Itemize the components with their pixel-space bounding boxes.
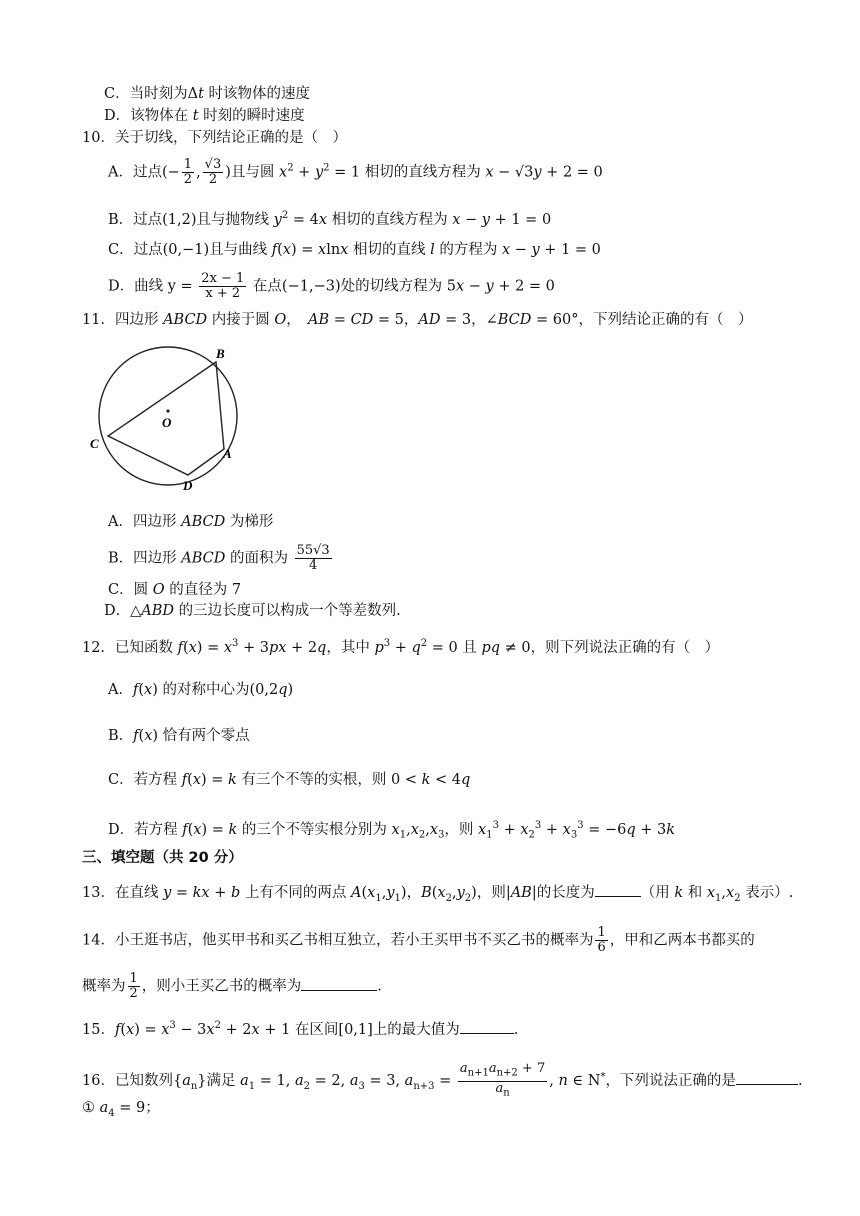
q10-stem: 10．关于切线，下列结论正确的是（ ） [82,130,347,146]
q10-option-a: A．过点(− $\frac{1}{2}$ , $\frac{√3}{2}$ )且与圆 $x^2 + y^2 = 1$ 相切的直线方程为 x − √3y + 2 = 0 [108,157,603,187]
label-d: D [183,478,193,493]
q11-option-c: C．圆 O 的直径为 7 [108,582,242,598]
center-point [166,409,169,412]
q11-option-a: A．四边形 ABCD 为梯形 [108,514,274,530]
q9-option-c: C．当时刻为Δt 时该物体的速度 [104,86,311,102]
q11-stem: 11．四边形 ABCD 内接于圆 O， AB = CD = 5，AD = 3，∠BCD = 60°，下列结论正确的有（ ） [82,312,753,328]
q12-option-b: B．f(x) 恰有两个零点 [108,728,250,744]
q11-figure [86,338,256,498]
q16-stem: 16．已知数列$\{a_n\}$满足 $a_1 = 1$, $a_2 = 2$, $a_3 = 3$, $a_{n+3}$ = $\frac{a_{n+1}a_{n+2} + 7}{a_n}$ , n ∈ N*，下列说法正确的是 . [82,1061,803,1099]
label-c: C [90,436,99,451]
q11-option-d: D．△ABD 的三边长度可以构成一个等差数列. [104,603,401,619]
q15: 15．$f(x) = x^3 - 3x^2 + 2x + 1$ 在区间[0,1]上的最大值为 . [82,1020,519,1038]
q12-option-d: D．若方程 f(x) = k 的三个不等实根分别为 $x_1,x_2,x_3$，则 $x_1^3 + x_2^3 + x_3^3 = -6q + 3k$ [108,820,676,841]
q11-option-b: B．四边形 ABCD 的面积为 $\frac{55√3}{4}$ [108,543,330,573]
q12-option-c: C．若方程 f(x) = k 有三个不等的实根，则 0 < k < 4q [108,772,471,788]
q14-line2: 概率为 $\frac{1}{2}$ ，则小王买乙书的概率为 . [82,971,382,1001]
q10-option-b: B．过点(1,2)且与抛物线 $y^2 = 4x$ 相切的直线方程为 x − y + 1 = 0 [108,210,552,228]
q10-option-c: C．过点(0,−1)且与曲线 f(x) = xlnx 相切的直线 l 的方程为 x − y + 1 = 0 [108,242,601,258]
q10-option-d: D．曲线 y = $\frac{2x - 1}{x + 2}$ 在点(−1,−3)处的切线方程为 5x − y + 2 = 0 [108,271,555,301]
section-fill-in-title: 三、填空题（共 20 分） [82,850,243,866]
label-a: A [223,446,232,461]
q12-stem: 12．已知函数 $f(x) = x^3 + 3px + 2q$，其中 $p^3 + q^2 = 0$ 且 pq ≠ 0，则下列说法正确的有（ ） [82,638,720,656]
label-o: O [162,415,172,430]
q14-line1: 14．小王逛书店，他买甲书和买乙书相互独立，若小王买甲书不买乙书的概率为 $\frac{1}{6}$ ，甲和乙两本书都买的 [82,925,755,955]
q12-option-a: A．f(x) 的对称中心为(0,2q) [108,682,294,698]
label-b: B [216,346,225,361]
q13: 13．在直线 y = kx + b 上有不同的两点 $A(x_1,y_1)$，$B(x_2,y_2)$，则|AB|的长度为 （用 k 和 $x_1,x_2$ 表示）. [82,882,793,909]
q16-item-1: ① $a_4 = 9$； [82,1100,160,1119]
q9-option-d: D．该物体在 t 时刻的瞬时速度 [104,108,305,124]
